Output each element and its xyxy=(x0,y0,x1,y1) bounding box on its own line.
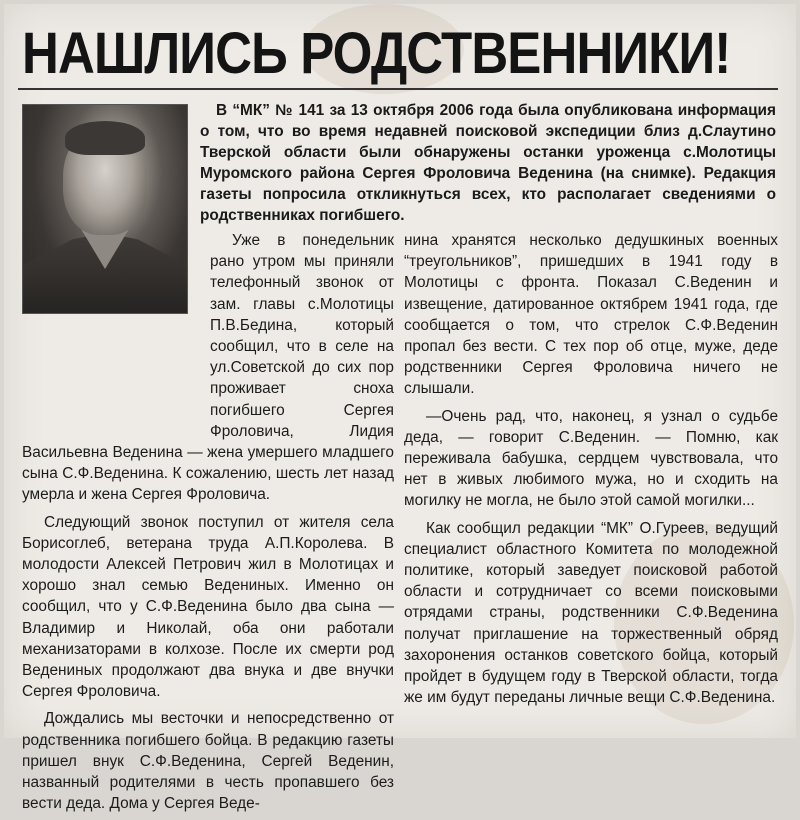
left-column xyxy=(22,230,394,820)
paragraph: —Очень рад, что, наконец, я узнал о судьбе деда, — говорит С.Веденин. — Помню, как переживала бабушка, сердцем чувствовала, что нет в живых любимого мужа, но и сходить на могилку не могла, не было этой самой могилки... xyxy=(404,407,778,510)
photo-hair xyxy=(65,121,145,155)
article-lead: В “МК” № 141 за 13 октября 2006 года была опубликована информация о том, что во время недавней поисковой экспедиции близ д.Слаутино Тверской области были обнаружены останки уроженца с.Молотицы Муромского района Сергея Фроловича Веденина (на снимке). Редакция газеты попросила откликнуться всех, кто располагает сведениями о родственниках погибшего. xyxy=(200,102,776,224)
paragraph: Дождались мы весточки и непосредственно от родственника погибшего бойца. В редакцию газеты пришел внук С.Ф.Веденина, Сергей Веденин, названный родителями в честь пропавшего без вести деда. Дома у Сергея Веде- xyxy=(22,710,394,813)
paragraph: Как сообщил редакции “МК” О.Гуреев, ведущий специалист областного Комитета по молодежной политике, который заведует поисковой работой области и сотрудничает со всеми поисковыми отрядами страны, родственники С.Ф.Веденина получат приглашение на торжественный обряд захоронения останков советского бойца, который пройдет в будущем году в Тверской области, тогда же им будут переданы личные вещи С.Ф.Веденина. xyxy=(404,519,778,707)
paragraph: Следующий звонок поступил от жителя села Борисоглеб, ветерана труда А.П.Королева. В молодости Алексей Петрович жил в Молотицах и хорошо знал семью Ведениных. Именно он сообщил, что у С.Ф.Веденина было два сына — Владимир и Николай, оба они работали механизаторами в колхозе. После их смерти род Ведениных продолжают два внука и две внучки Сергея Фроловича. xyxy=(22,513,394,701)
paragraph: нина хранятся несколько дедушкиных военных “треугольников”, пришедших в 1941 году в Молотицы с фронта. Показал С.Веденин и извещение, датированное октябрем 1941 года, где сообщается о том, что стрелок С.Ф.Веденин пропал без вести. С тех пор об отце, муже, деде родственники Сергея Фроловича ничего не слышали. xyxy=(404,232,778,398)
paragraph: Уже в понедельник рано утром мы приняли телефонный звонок от зам. главы с.Молотицы П.В.Бедина, который сообщил, что в селе на ул.Советской до сих пор проживает сноха погибшего Сергея Фроловича, Лидия Васильевна Веденина — жена умершего младшего сына С.Ф.Веденина. К сожалению, шесть лет назад умерла и жена Сергея Фроловича. xyxy=(22,232,394,504)
article-headline: НАШЛИСЬ РОДСТВЕННИКИ! xyxy=(22,21,731,86)
right-column xyxy=(404,230,778,714)
photo-float-space xyxy=(22,230,210,428)
headline-rule xyxy=(18,88,778,90)
